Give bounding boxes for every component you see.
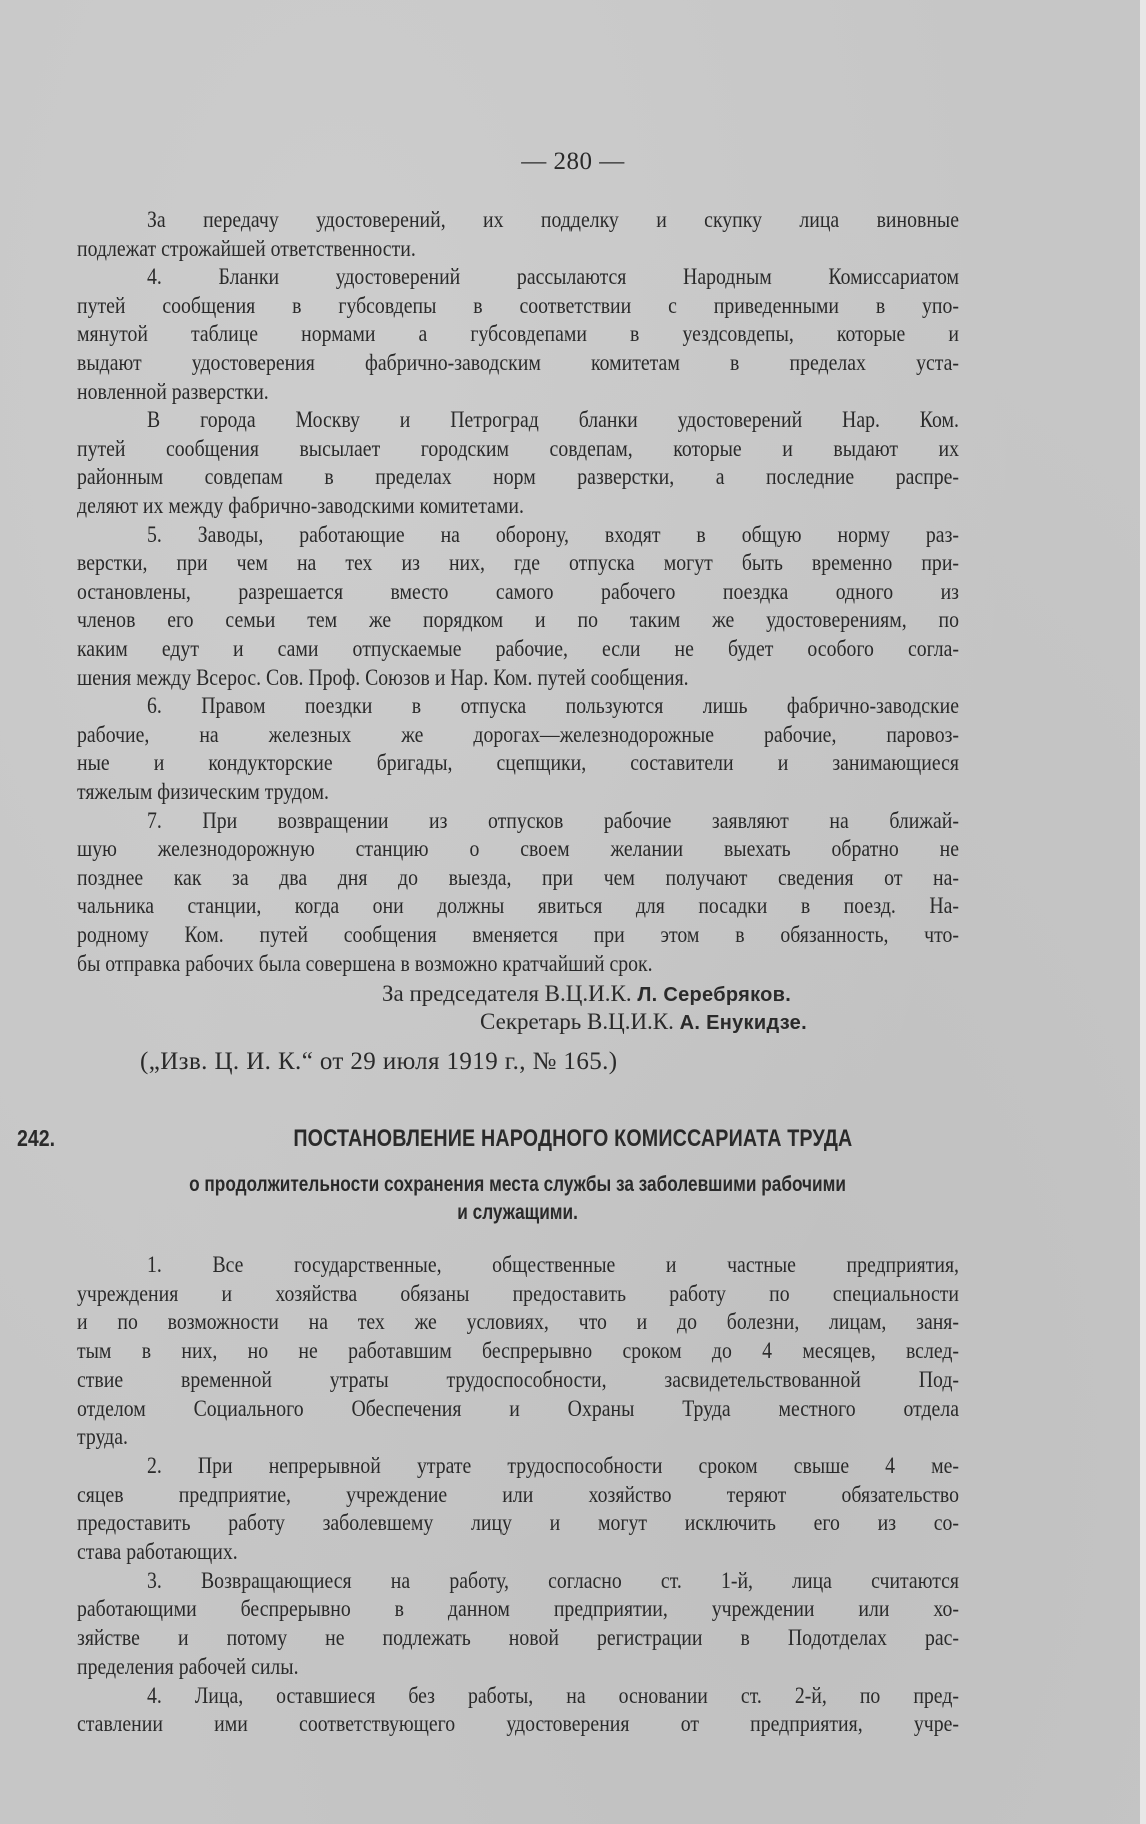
text-line-content: новленной разверстки. (77, 378, 269, 404)
text-line (77, 892, 959, 920)
text-line-content: чальника станции, когда они должны явиться для посадки в поезд. На- (77, 893, 959, 919)
text-line (77, 1595, 959, 1623)
text-line (77, 1423, 959, 1451)
text-line (77, 1653, 959, 1681)
text-line (77, 549, 959, 577)
text-line-content: районным совдепам в пределах норм разверстки, а последние распре- (77, 464, 959, 490)
text-line (77, 1452, 959, 1480)
text-line (77, 406, 959, 434)
text-line-content: работающими беспрерывно в данном предприятии, учреждении или хо- (77, 1596, 959, 1622)
text-line (77, 749, 959, 777)
text-line (77, 1509, 959, 1537)
text-line-content: мянутой таблице нормами а губсовдепами в уездсовдепы, которые и (77, 321, 959, 347)
text-line-content: ствие временной утраты трудоспособности, засвидетельствованной Под- (77, 1366, 959, 1392)
text-line-content: деляют их между фабрично-заводскими комитетами. (77, 493, 524, 518)
text-line-content: шую железнодорожную станцию о своем желании выехать обратно не (77, 836, 959, 862)
text-line-content: путей сообщения в губсовдепы в соответствии с приведенными в упо- (77, 292, 959, 318)
text-line (77, 1682, 959, 1710)
text-line-content: 3. Возвращающиеся на работу, согласно ст. 1-й, лица считаются (147, 1567, 959, 1593)
page-edge (1140, 0, 1146, 1824)
text-line-content: става работающих. (77, 1539, 238, 1564)
text-line (77, 1251, 959, 1279)
text-line (77, 1481, 959, 1509)
text-line (77, 378, 959, 406)
text-line-content: шения между Всерос. Сов. Проф. Союзов и Нар. Ком. путей сообщения. (77, 664, 689, 690)
text-line (77, 692, 959, 720)
text-line-content: За передачу удостоверений, их подделку и скупку лица виновные (147, 207, 959, 232)
text-line (77, 1395, 959, 1423)
text-line (77, 320, 959, 348)
text-line (77, 578, 959, 606)
text-line (77, 835, 959, 863)
text-line-content: 7. При возвращении из отпусков рабочие заявляют на ближай- (147, 807, 959, 833)
text-line-content: отделом Социального Обеспечения и Охраны Труда местного отдела (77, 1395, 959, 1421)
text-line-content: путей сообщения высылает городским совдепам, которые и выдают их (77, 435, 959, 461)
text-line-content: каким едут и сами отпускаемые рабочие, если не будет особого согла- (77, 636, 959, 661)
text-line-content: В города Москву и Петроград бланки удостоверений Нар. Ком. (147, 407, 959, 433)
document-subtitle-line-2 (77, 1199, 959, 1227)
text-line-content: и по возможности на тех же условиях, что и до болезни, лицам, заня- (77, 1309, 959, 1335)
text-line (77, 292, 959, 320)
text-line (77, 950, 959, 978)
text-line-content: 1. Все государственные, общественные и частные предприятия, (147, 1252, 959, 1277)
signature-secretary (480, 1008, 807, 1037)
text-line (77, 349, 959, 377)
text-line (77, 263, 959, 291)
text-line-content: пределения рабочей силы. (77, 1653, 299, 1679)
signature-chairman (382, 980, 791, 1009)
text-line-content: ные и кондукторские бригады, сцепщики, составители и занимающиеся (77, 750, 959, 776)
text-line (77, 463, 959, 491)
text-line (77, 1280, 959, 1308)
document-subtitle-line-1 (77, 1171, 959, 1199)
text-line (77, 864, 959, 892)
text-line-content: позднее как за два дня до выезда, при чем получают сведения от на- (77, 864, 959, 890)
subtitle-text: и служащими. (457, 1201, 579, 1224)
text-line (77, 206, 959, 234)
text-line (77, 435, 959, 463)
text-line (77, 721, 959, 749)
text-line (77, 664, 959, 692)
text-line-content: членов его семьи тем же порядком и по таким же удостоверениям, по (77, 607, 959, 633)
text-line (77, 1538, 959, 1566)
document-number: 242. (17, 1125, 56, 1151)
text-line-content: 6. Правом поездки в отпуска пользуются лишь фабрично-заводские (147, 693, 959, 719)
text-line (77, 492, 959, 520)
signature-role: Секретарь В.Ц.И.К. (480, 1009, 674, 1034)
text-line (77, 1710, 959, 1738)
text-line-content: предоставить работу заболевшему лицу и могут исключить его из со- (77, 1510, 959, 1536)
text-line-content: 2. При непрерывной утрате трудоспособности сроком свыше 4 ме- (147, 1452, 959, 1478)
subtitle-text: о продолжительности сохранения места службы за заболевшими рабочими (189, 1173, 847, 1196)
text-line-content: остановлены, разрешается вместо самого рабочего поездка одного из (77, 578, 959, 604)
text-line (77, 606, 959, 634)
text-line-content: тым в них, но не работавшим беспрерывно сроком до 4 месяцев, вслед- (77, 1338, 959, 1364)
text-line (77, 1624, 959, 1652)
text-line (77, 778, 959, 806)
text-line (77, 521, 959, 549)
document-title-text: ПОСТАНОВЛЕНИЕ НАРОДНОГО КОМИССАРИАТА ТРУДА (293, 1125, 853, 1152)
text-line-content: верстки, при чем на тех из них, где отпуска могут быть временно при- (77, 550, 959, 576)
text-line (77, 635, 959, 663)
text-line-content: тяжелым физическим трудом. (77, 779, 329, 804)
text-line-content: бы отправка рабочих была совершена в возможно кратчайший срок. (77, 950, 653, 976)
text-line (77, 807, 959, 835)
text-line-content: труда. (77, 1424, 128, 1450)
text-line-content: рабочие, на железных же дорогах—железнодорожные рабочие, паровоз- (77, 721, 959, 747)
text-line-content: выдают удостоверения фабрично-заводским комитетам в пределах уста- (77, 350, 959, 375)
text-line-content: подлежат строжайшей ответственности. (77, 235, 416, 261)
source-citation: („Изв. Ц. И. К.“ от 29 июля 1919 г., № 165.) (140, 1048, 618, 1075)
signature-name: А. Енукидзе. (679, 1012, 807, 1034)
document-title (0, 1125, 1146, 1153)
text-line (77, 1308, 959, 1336)
text-line-content: 4. Лица, оставшиеся без работы, на основании ст. 2-й, по пред- (147, 1682, 959, 1708)
signature-role: За председателя В.Ц.И.К. (382, 981, 632, 1006)
text-line (77, 1366, 959, 1394)
text-line-content: родному Ком. путей сообщения вменяется при этом в обязанность, что- (77, 922, 959, 947)
text-line (77, 1337, 959, 1365)
text-line-content: 5. Заводы, работающие на оборону, входят в общую норму раз- (147, 521, 959, 547)
text-line (77, 235, 959, 263)
text-line-content: сяцев предприятие, учреждение или хозяйство теряют обязательство (77, 1481, 959, 1507)
text-line (77, 921, 959, 949)
text-line-content: зяйстве и потому не подлежать новой регистрации в Подотделах рас- (77, 1625, 959, 1651)
text-line-content: учреждения и хозяйства обязаны предоставить работу по специальности (77, 1280, 959, 1306)
text-line (77, 1567, 959, 1595)
text-line-content: ставлении ими соответствующего удостоверения от предприятия, учре- (77, 1711, 959, 1737)
page-number: — 280 — (521, 148, 625, 175)
text-line-content: 4. Бланки удостоверений рассылаются Народным Комиссариатом (147, 264, 959, 290)
signature-name: Л. Серебряков. (637, 984, 792, 1006)
